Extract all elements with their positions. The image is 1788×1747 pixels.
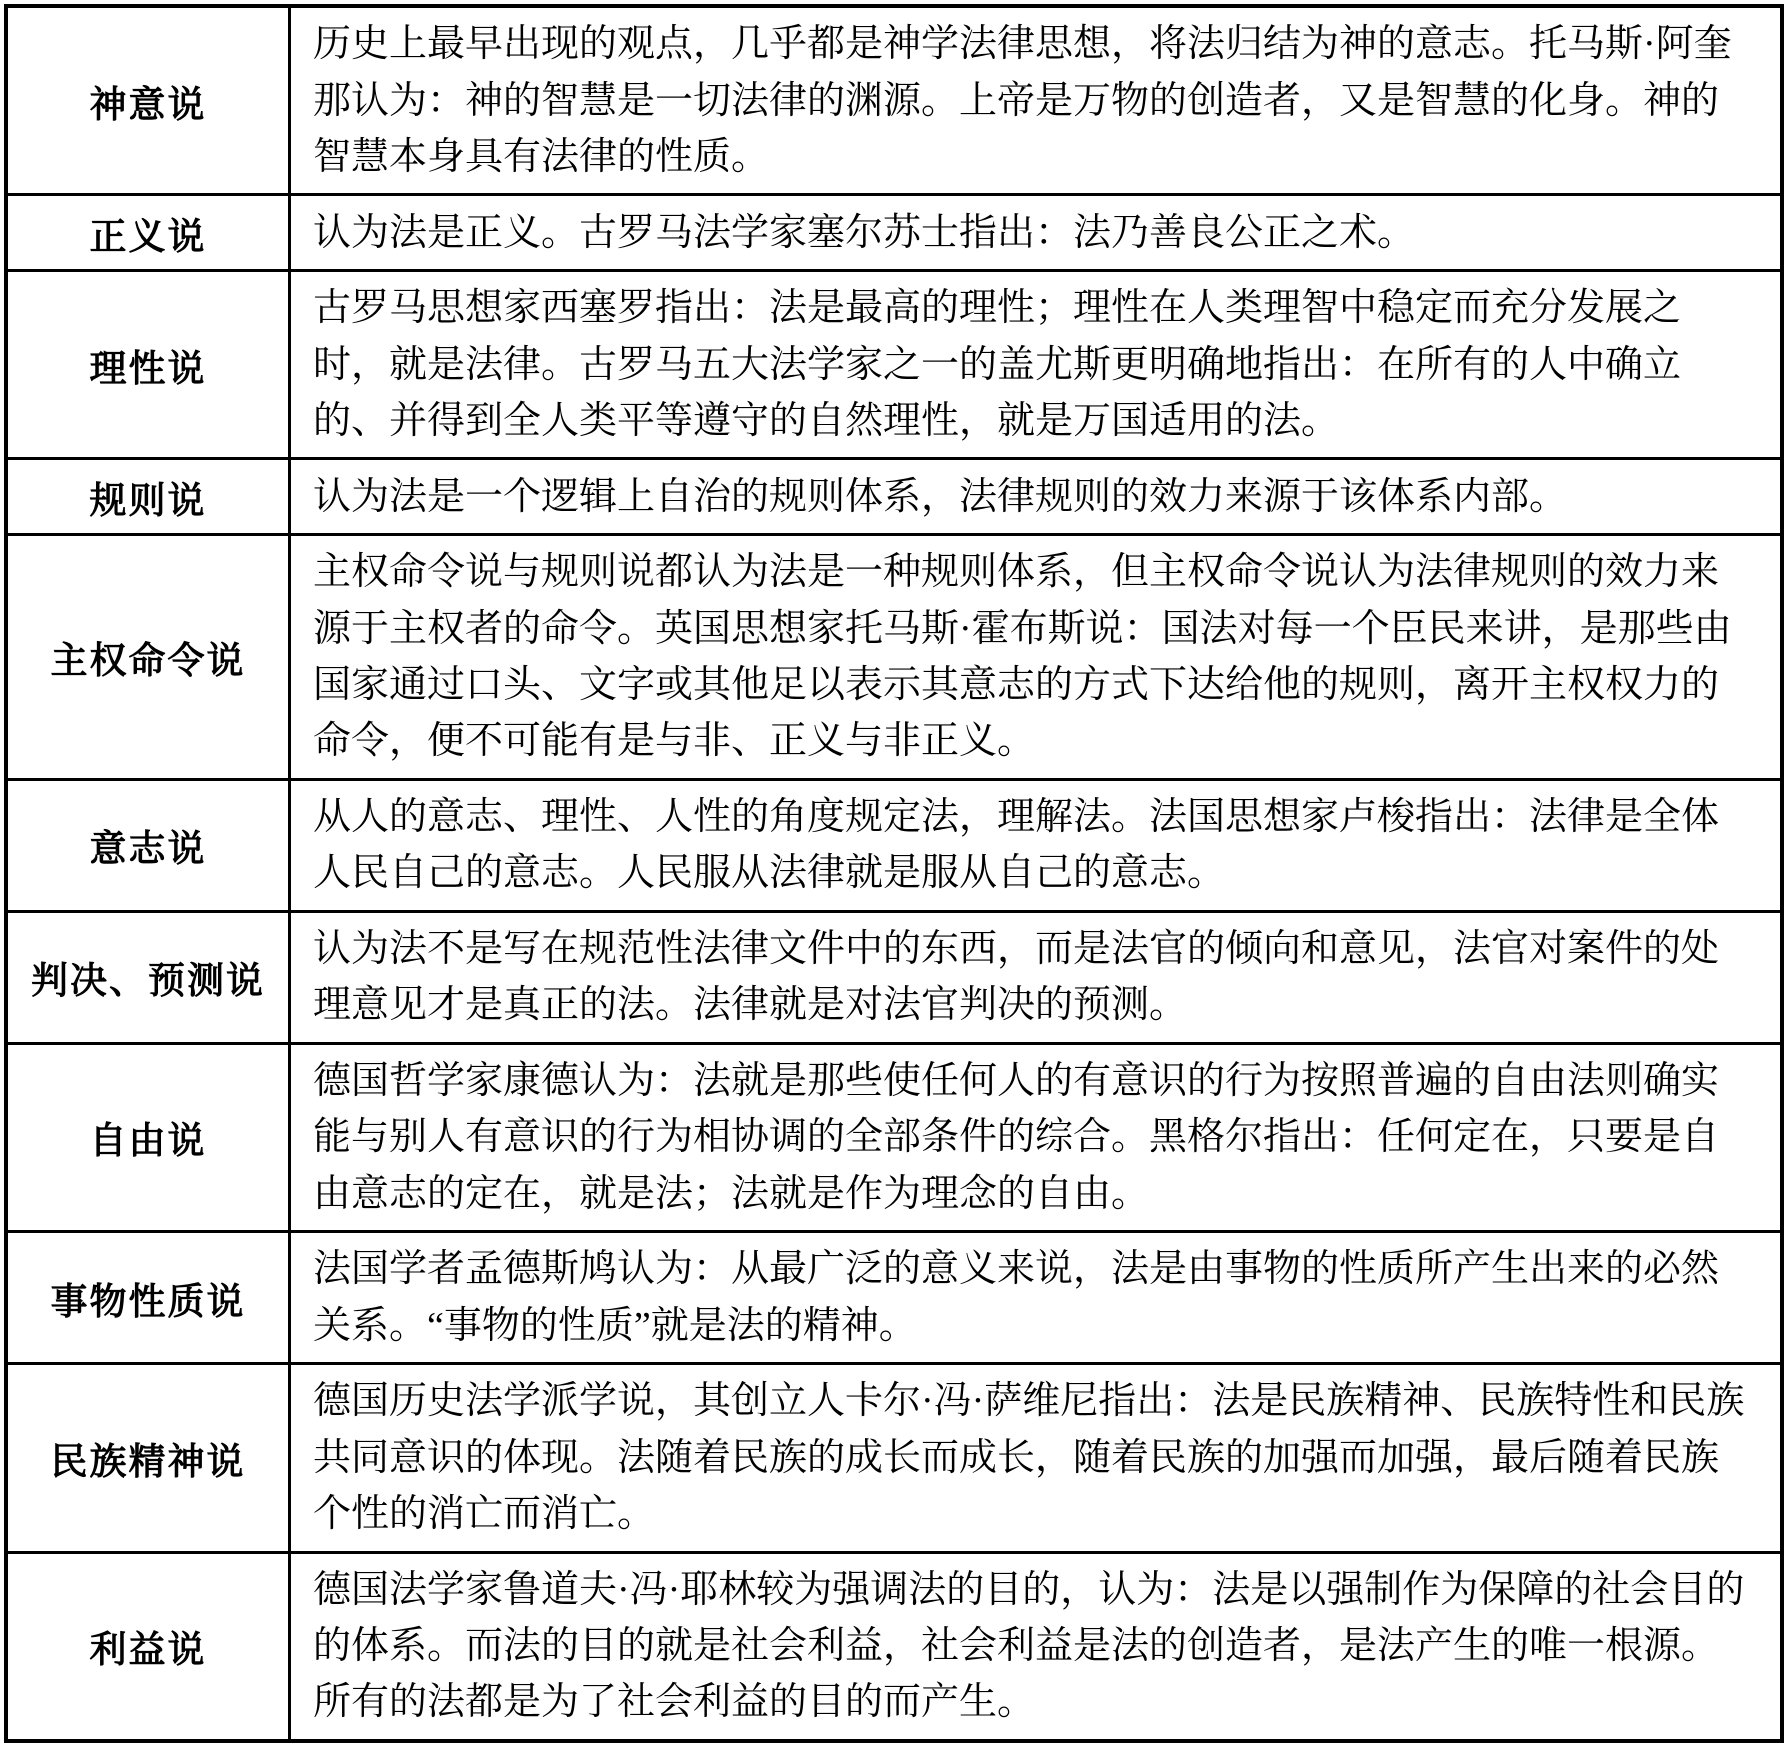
legal-theories-table xyxy=(4,4,1784,1743)
theory-row xyxy=(6,1232,1782,1364)
theory-description-cell: 德国法学家鲁道夫·冯·耶林较为强调法的目的，认为：法是以强制作为保障的社会目的的体系。而法的目的就是社会利益，社会利益是法的创造者，是法产生的唯一根源。所有的法都是为了社会利益的目的而产生。 xyxy=(290,1552,1783,1741)
theory-row xyxy=(6,911,1782,1043)
theory-description-cell: 德国哲学家康德认为：法就是那些使任何人的有意识的行为按照普遍的自由法则确实能与别人有意识的行为相协调的全部条件的综合。黑格尔指出：任何定在，只要是自由意志的定在，就是法；法就是作为理念的自由。 xyxy=(290,1043,1783,1231)
theory-description-cell: 认为法是正义。古罗马法学家塞尔苏士指出：法乃善良公正之术。 xyxy=(290,195,1783,271)
theory-name-cell: 利益说 xyxy=(6,1552,290,1741)
theory-description-cell: 从人的意志、理性、人性的角度规定法，理解法。法国思想家卢梭指出：法律是全体人民自己的意志。人民服从法律就是服从自己的意志。 xyxy=(290,779,1783,911)
theory-row xyxy=(6,779,1782,911)
theory-description-cell: 认为法不是写在规范性法律文件中的东西，而是法官的倾向和意见，法官对案件的处理意见才是真正的法。法律就是对法官判决的预测。 xyxy=(290,911,1783,1043)
theory-name-cell: 判决、预测说 xyxy=(6,911,290,1043)
theory-row xyxy=(6,1043,1782,1231)
theory-name-cell: 主权命令说 xyxy=(6,534,290,779)
theory-description-cell: 古罗马思想家西塞罗指出：法是最高的理性；理性在人类理智中稳定而充分发展之时，就是法律。古罗马五大法学家之一的盖尤斯更明确地指出：在所有的人中确立的、并得到全人类平等遵守的自然理性，就是万国适用的法。 xyxy=(290,270,1783,458)
table-body xyxy=(6,6,1782,1741)
theory-name-cell: 民族精神说 xyxy=(6,1364,290,1552)
theory-row xyxy=(6,1364,1782,1552)
theory-name-cell: 理性说 xyxy=(6,270,290,458)
theory-description-cell: 认为法是一个逻辑上自治的规则体系，法律规则的效力来源于该体系内部。 xyxy=(290,459,1783,535)
theory-name-cell: 自由说 xyxy=(6,1043,290,1231)
theory-row xyxy=(6,195,1782,271)
theory-name-cell: 正义说 xyxy=(6,195,290,271)
theory-name-cell: 神意说 xyxy=(6,6,290,195)
theory-description-cell: 德国历史法学派学说，其创立人卡尔·冯·萨维尼指出：法是民族精神、民族特性和民族共同意识的体现。法随着民族的成长而成长，随着民族的加强而加强，最后随着民族个性的消亡而消亡。 xyxy=(290,1364,1783,1552)
theory-row xyxy=(6,459,1782,535)
theory-row xyxy=(6,534,1782,779)
theory-row xyxy=(6,270,1782,458)
theory-row xyxy=(6,6,1782,195)
theory-name-cell: 规则说 xyxy=(6,459,290,535)
theory-description-cell: 法国学者孟德斯鸠认为：从最广泛的意义来说，法是由事物的性质所产生出来的必然关系。“事物的性质”就是法的精神。 xyxy=(290,1232,1783,1364)
theory-name-cell: 事物性质说 xyxy=(6,1232,290,1364)
theory-name-cell: 意志说 xyxy=(6,779,290,911)
theory-row xyxy=(6,1552,1782,1741)
theory-description-cell: 主权命令说与规则说都认为法是一种规则体系，但主权命令说认为法律规则的效力来源于主权者的命令。英国思想家托马斯·霍布斯说：国法对每一个臣民来讲，是那些由国家通过口头、文字或其他足以表示其意志的方式下达给他的规则，离开主权权力的命令，便不可能有是与非、正义与非正义。 xyxy=(290,534,1783,779)
theory-description-cell: 历史上最早出现的观点，几乎都是神学法律思想，将法归结为神的意志。托马斯·阿奎那认为：神的智慧是一切法律的渊源。上帝是万物的创造者，又是智慧的化身。神的智慧本身具有法律的性质。 xyxy=(290,6,1783,195)
